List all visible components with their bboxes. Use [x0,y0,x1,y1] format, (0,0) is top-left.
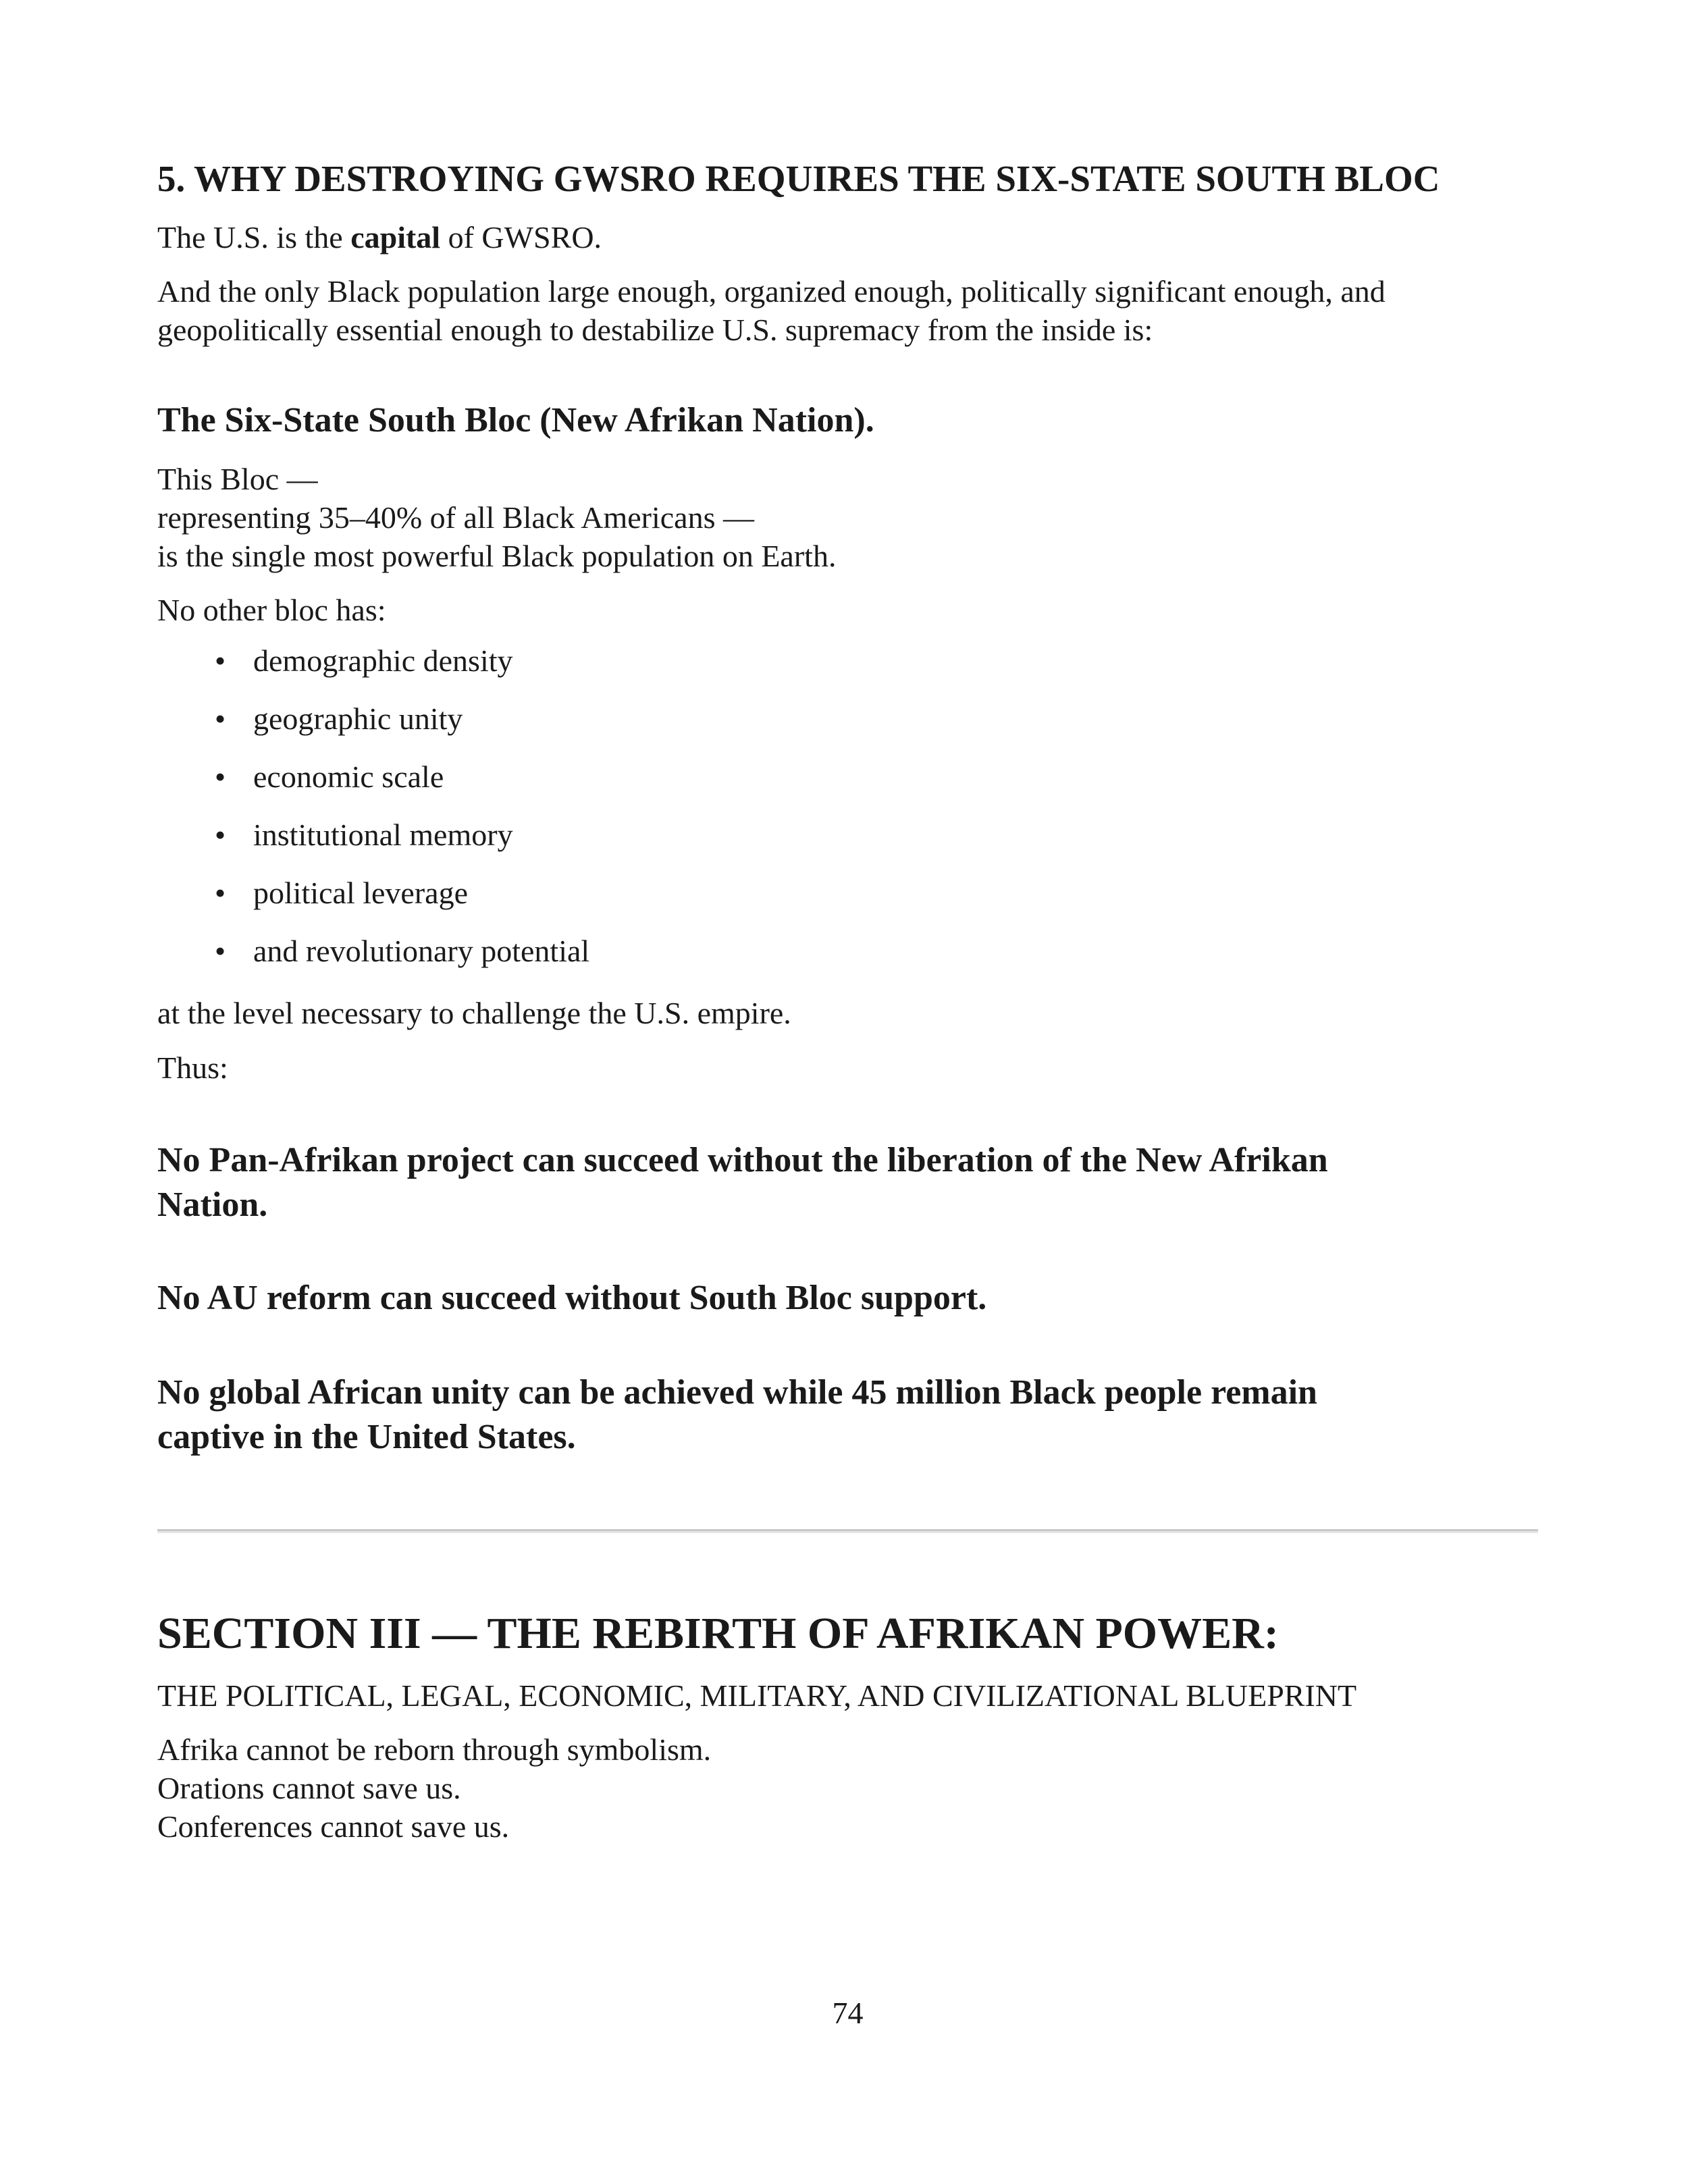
south-bloc-subheading: The Six-State South Bloc (New Afrikan Nation). [157,401,874,440]
list-item [157,816,589,874]
statement-global-unity-line-2: captive in the United States. [157,1418,576,1456]
paragraph-bloc-line-3: is the single most powerful Black population on Earth. [157,539,837,573]
paragraph-symbolism-line-1: Afrika cannot be reborn through symbolism. [157,1732,712,1767]
paragraph-symbolism-line-2: Orations cannot save us. [157,1771,461,1805]
statement-global-unity-line-1: No global African unity can be achieved while 45 million Black people remain [157,1373,1317,1412]
list-item-text: economic scale [253,760,444,794]
section-3-title: SECTION III — THE REBIRTH OF AFRIKAN POWER: [157,1609,1279,1658]
bullet-dot: • [215,643,226,678]
bullet-dot: • [215,701,226,736]
list-item [157,699,589,757]
paragraph-challenge-empire: at the level necessary to challenge the U.S. empire. [157,996,791,1030]
paragraph-capital [157,218,602,257]
list-item [157,757,589,816]
paragraph-capital-prefix: The U.S. is the [157,220,351,255]
list-item [157,874,589,932]
bloc-attributes-list [157,641,589,990]
section-3-subtitle: THE POLITICAL, LEGAL, ECONOMIC, MILITARY, AND CIVILIZATIONAL BLUEPRINT [157,1678,1357,1713]
bullet-dot: • [215,760,226,794]
paragraph-capital-bold: capital [350,220,441,255]
paragraph-bloc-line-2: representing 35–40% of all Black Americans — [157,500,754,535]
paragraph-symbolism-line-3: Conferences cannot save us. [157,1809,510,1844]
section-5-heading: 5. WHY DESTROYING GWSRO REQUIRES THE SIX-STATE SOUTH BLOC [157,158,1440,199]
statement-pan-afrikan-line-1: No Pan-Afrikan project can succeed without the liberation of the New Afrikan [157,1141,1328,1179]
paragraph-thus: Thus: [157,1050,228,1085]
page-number: 74 [832,1996,864,2030]
paragraph-bloc-line-1: This Bloc — [157,462,318,496]
list-item-text: geographic unity [253,701,463,736]
document-page [157,0,1538,2184]
section-divider [157,1529,1538,1533]
list-item [157,641,589,699]
list-item [157,932,589,990]
statement-pan-afrikan-line-2: Nation. [157,1186,268,1224]
bullet-dot: • [215,876,226,910]
list-item-text: political leverage [253,876,469,910]
bullet-dot: • [215,934,226,968]
bullet-dot: • [215,818,226,852]
paragraph-population-line-2: geopolitically essential enough to destabilize U.S. supremacy from the inside is: [157,313,1153,347]
paragraph-capital-suffix: of GWSRO. [440,220,602,255]
statement-au-reform: No AU reform can succeed without South Bloc support. [157,1279,987,1317]
list-item-text: demographic density [253,643,513,678]
paragraph-no-other-bloc: No other bloc has: [157,593,386,627]
list-item-text: institutional memory [253,818,513,852]
paragraph-population-line-1: And the only Black population large enough, organized enough, politically significant enough, and [157,274,1386,309]
list-item-text: and revolutionary potential [253,934,590,968]
